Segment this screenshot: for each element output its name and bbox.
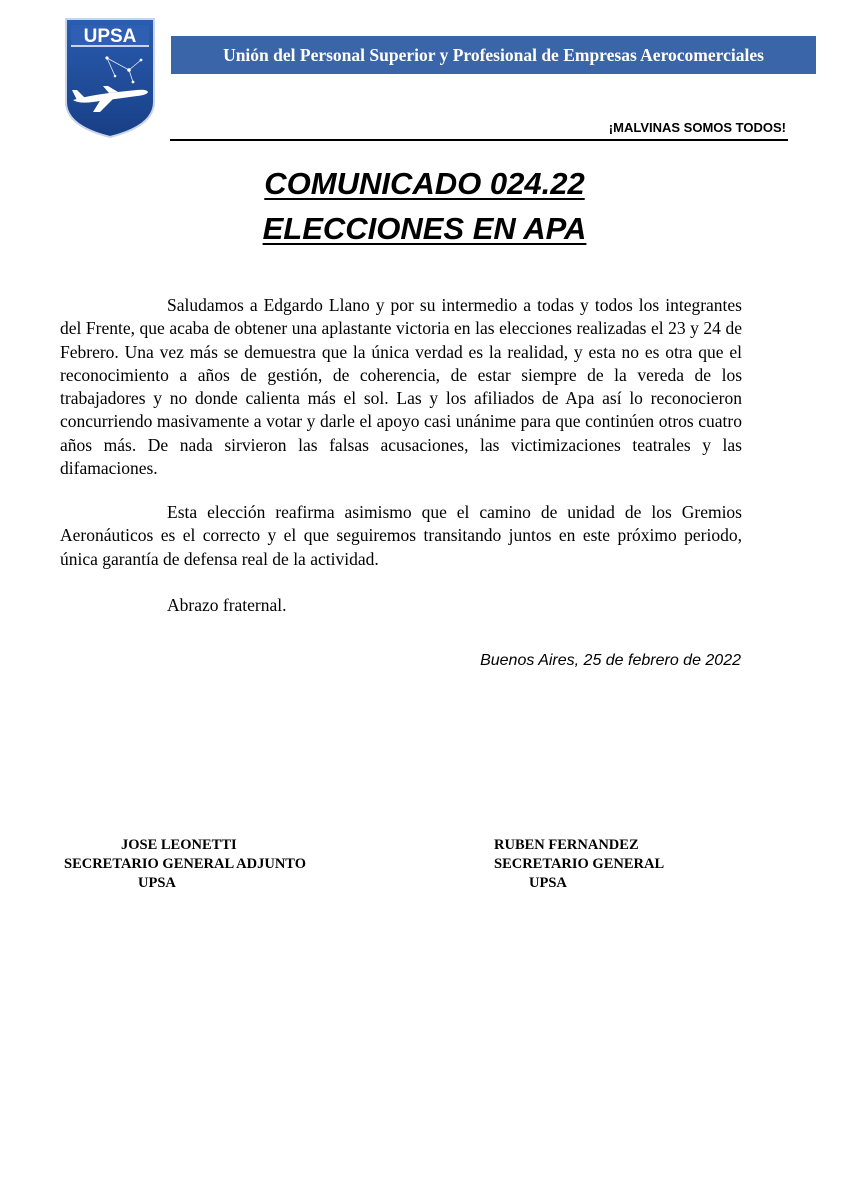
signatory-name: JOSE LEONETTI (121, 837, 237, 853)
signature-right (494, 836, 664, 893)
header-divider (170, 139, 788, 141)
paragraph-2: Esta elección reafirma asimismo que el camino de unidad de los Gremios Aeronáuticos es el correcto y el que seguiremos transitando juntos en este próximo periodo, única garantía de defensa real de la actividad. (60, 502, 742, 569)
signatory-org: UPSA (138, 875, 176, 891)
signatory-org: UPSA (529, 875, 567, 891)
slogan: ¡MALVINAS SOMOS TODOS! (608, 120, 786, 135)
organization-banner (171, 36, 816, 74)
closing-line: Abrazo fraternal. (167, 595, 287, 615)
organization-name: Unión del Personal Superior y Profesional de Empresas Aerocomerciales (223, 45, 764, 65)
signature-left (64, 836, 306, 893)
signatory-name: RUBEN FERNANDEZ (494, 837, 639, 853)
logo-text: UPSA (83, 26, 137, 47)
document-subtitle: ELECCIONES EN APA (262, 211, 587, 246)
paragraph-1: Saludamos a Edgardo Llano y por su intermedio a todas y todos los integrantes del Frente, que acaba de obtener una aplastante victoria en las elecciones realizadas el 23 y 24 de Febrero. Una vez más se demuestra que la única verdad es la realidad, y esta no es otra que el reconocimiento a años de gestión, de coherencia, de estar siempre de la vereda de los trabajadores y no donde calienta más el sol. Las y los afiliados de Apa así lo reconocieron concurriendo masivamente a votar y darle el apoyo casi unánime para que continúen otros cuatro años más. De nada sirvieron las falsas acusaciones, las victimizaciones teatrales y las difamaciones. (60, 295, 742, 479)
upsa-logo (63, 16, 157, 140)
place-date: Buenos Aires, 25 de febrero de 2022 (480, 652, 741, 669)
signatory-role: SECRETARIO GENERAL (494, 856, 665, 872)
document-title: COMUNICADO 024.22 (264, 166, 585, 201)
signatory-role: SECRETARIO GENERAL ADJUNTO (64, 856, 306, 872)
